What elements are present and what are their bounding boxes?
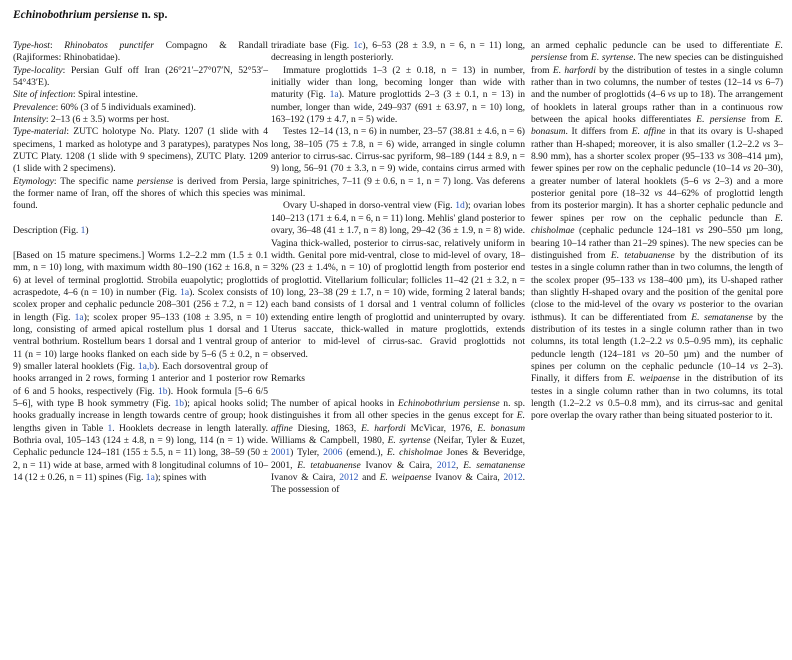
species-title xyxy=(13,9,167,21)
reference-link[interactable]: 1a,b xyxy=(137,360,154,372)
new-species-label: n. sp. xyxy=(138,9,168,21)
intensity: Intensity: 2–13 (6 ± 3.5) worms per host. xyxy=(13,114,170,126)
reference-link[interactable]: 1c xyxy=(353,40,363,51)
reference-link[interactable]: 1 xyxy=(107,422,113,434)
description-text: [Based on 15 mature specimens.] Worms 1.2–2.2 mm (1.5 ± 0.1 mm, n = 10) long, with maximum width 80–190 (162 ± 16.8, n = 6) at level of terminal proglottid. Strobila euapolytic; proglottids acraspedote, 4–6 (n = 10) in number (Fig. 1a). Scolex consists of scolex proper and cephalic peduncle 208–301 (256 ± 7.2, n = 12) in length (Fig. 1a); scolex proper 95–133 (108 ± 3.95, n = 10) long, consisting of armed apical rostellum plus 1 dorsal and 1 ventral bothrium. Rostellum bears 1 dorsal and 1 ventral group of 11 (n = 10) large hooks flanked on each side by 5–6 (5 ± 0.2, n = 9) smaller lateral hooklets (Fig. 1a,b). Each dorsoventral group of hooks arranged in 2 rows, forming 1 anterior and 1 posterior row of 6 and 5 hooks, respectively (Fig. 1b). Hook formula [5–6 6/5 5–6], with type B hook symmetry (Fig. 1b); apical hooks solid; hooks gradually increase in length towards centre of group; hook lengths given in Table 1. Hooklets decrease in length laterally. Bothria oval, 105–143 (124 ± 4.8, n = 9) long, 114 (n = 1) wide. Cephalic peduncle 124–181 (155 ± 5.5, n = 11) long, 38–59 (50 ± 2, n = 11) wide at base, armed with 8 longitudinal columns of 10–14 (12 ± 0.26, n = 11) spines (Fig. 1a); spines with xyxy=(13,249,269,484)
type-host: Type-host: Rhinobatos punctifer Compagno & Randall (Rajiformes: Rhinobatidae). xyxy=(13,40,268,64)
column-middle xyxy=(271,40,525,497)
site-of-infection: Site of infection: Spiral intestine. xyxy=(13,89,138,101)
type-locality: Type-locality: Persian Gulf off Iran (26°21′–27°07′N, 52°53′–54°43′E). xyxy=(13,64,268,89)
reference-link[interactable]: 1a xyxy=(145,472,155,484)
remarks-heading: Remarks xyxy=(271,373,305,385)
reference-link[interactable]: 1a xyxy=(329,89,339,101)
etymology: Etymology: The specific name persiense is derived from Persia, the former name of Iran, off the shores of which this species was found. xyxy=(13,175,268,212)
species-name: Echinobothrium persiense xyxy=(13,9,139,21)
testes-text: Testes 12–14 (13, n = 6) in number, 23–57 (38.81 ± 4.6, n = 6) long, 38–105 (75 ± 7.8, n = 6) wide, arranged in single column anterior to cirrus-sac. Cirrus-sac pyriform, 98–189 (144 ± 8.9, n = 9) long, 56–91 (70 ± 3.3, n = 9) wide, contains cirrus armed with large spinitriches, 7–11 (9 ± 0.6, n = 1, n = 7) long. Vas deferens minimal. xyxy=(271,126,525,200)
reference-link[interactable]: 1 xyxy=(80,225,86,237)
reference-link[interactable]: 1d xyxy=(455,200,465,212)
column-right xyxy=(531,40,783,423)
remarks-continued: an armed cephalic peduncle can be used to differentiate E. persiense from E. syrtense. The new species can be distinguished from E. harfordi by the distribution of testes in a single column rather than in two columns, the number of testes (12–14 vs 6–7) and the number of proglottids (4–6 vs up to 18). The arrangement of hooklets in lateral groups rather than in a continuous row between the apical hooks differentiates E. persiense from E. bonasum. It differs from E. affine in that its ovary is U-shaped rather than H-shaped; moreover, it is also smaller (1.2–2.2 vs 3–8.90 mm), has a shorter scolex proper (95–133 vs 308–414 µm), fewer spines per row on the cephalic peduncle (10–14 vs 20–30), a greater number of lateral hooklets (5–6 vs 2–3) and a more posterior genital pore (18–32 vs 44–62% of proglottid length from its posterior margin). It has a shorter cephalic peduncle and fewer spines per row on the cephalic peduncle than E. chisholmae (cephalic peduncle 124–181 vs 290–550 µm long, bearing 10–14 rather than 21–29 spines). The new species can be distinguished from E. tetabuanense by the distribution of its testes in a single column rather than in two columns, the length of the scolex proper (95–133 vs 138–400 µm), its U-shaped rather than slightly H-shaped ovary and the position of the genital pore (close to the mid-level of the ovary vs posterior to the ovarian isthmus). It can be differentiated from E. sematanense by the distribution of its testes in a single column rather than in two columns, its total length (1.2–2.2 vs 0.5–0.95 mm), its cephalic peduncle length (124–181 vs 20–50 µm) and the number of spines per column on the cephalic peduncle (10–14 vs 2–3). Finally, it differs from E. weipaense in the distribution of its testes in a single column rather than in two columns, its total length (1.2–2.2 vs 0.5–0.8 mm), and its cirrus-sac and genital pore overlap the ovary rather than being situated posterior to it. xyxy=(531,40,784,422)
prevalence: Prevalence: 60% (3 of 5 individuals examined). xyxy=(13,101,196,113)
column-left xyxy=(13,40,268,484)
reference-link[interactable]: 2006 xyxy=(323,447,343,459)
type-material: Type-material: ZUTC holotype No. Platy. 1207 (1 slide with 4 specimens, 1 marked as holotype and 3 paratypes), paratypes Nos ZUTC Platy. 1208 (1 slide with 9 specimens), ZUTC Platy. 1209 (1 slide with 2 specimens). xyxy=(13,126,268,175)
reference-link[interactable]: 2012 xyxy=(339,472,359,484)
spine-base-text: triradiate base (Fig. 1c), 6–53 (28 ± 3.9, n = 6, n = 11) long, decreasing in length posteriorly. xyxy=(271,40,525,64)
reference-link[interactable]: 2012 xyxy=(503,472,523,484)
description-heading: Description (Fig. 1) xyxy=(13,225,89,237)
reference-link[interactable]: 1b xyxy=(174,397,185,409)
reference-link[interactable]: 1b xyxy=(158,385,168,397)
reference-link[interactable]: 2012 xyxy=(436,459,457,471)
proglottids-text: Immature proglottids 1–3 (2 ± 0.18, n = 13) in number, initially wider than long, becoming longer than wide with maturity (Fig. 1a). Mature proglottids 2–3 (3 ± 0.1, n = 13) in number, longer than wide, 249–937 (691 ± 63.97, n = 10) long, 163–192 (179 ± 4.7, n = 5) wide. xyxy=(271,64,526,126)
reference-link[interactable]: 1a xyxy=(180,286,190,298)
reference-link[interactable]: 2001 xyxy=(271,447,291,459)
ovary-text: Ovary U-shaped in dorso-ventral view (Fig. 1d); ovarian lobes 140–213 (171 ± 6.4, n = 6, n = 11) long. Mehlis' gland posterior to ovary, 36–48 (41 ± 1.7, n = 8) long, 29–42 (36 ± 1.9, n = 8) wide. Vagina thick-walled, posterior to cirrus-sac, relatively uniform in width. Genital pore mid-ventral, close to mid-level of ovary, 18–32% (23 ± 1.4%, n = 10) of proglottid length from posterior end of proglottid. Vitellarium follicular; follicles 11–42 (21 ± 3.2, n = 10) long, 23–38 (29 ± 1.7, n = 10) wide, forming 2 lateral bands; each band consists of 1 dorsal and 1 ventral column of follicles extending entire length of proglottid and uninterrupted by ovary. Uterus saccate, thick-walled in mature proglottids, extends anterior to mid-level of cirrus-sac. Gravid proglottids not observed. xyxy=(271,200,525,360)
reference-link[interactable]: 1a xyxy=(74,311,84,323)
remarks-text: The number of apical hooks in Echinobothrium persiense n. sp. distinguishes it from all other species in the genus except for E. affine Diesing, 1863, E. harfordi McVicar, 1976, E. bonasum Williams & Campbell, 1980, E. syrtense (Neifar, Tyler & Euzet, 2001) Tyler, 2006 (emend.), E. chisholmae Jones & Beveridge, 2001, E. tetabuanense Ivanov & Caira, 2012, E. sematanense Ivanov & Caira, 2012 and E. weipaense Ivanov & Caira, 2012. The possession of xyxy=(271,397,526,496)
